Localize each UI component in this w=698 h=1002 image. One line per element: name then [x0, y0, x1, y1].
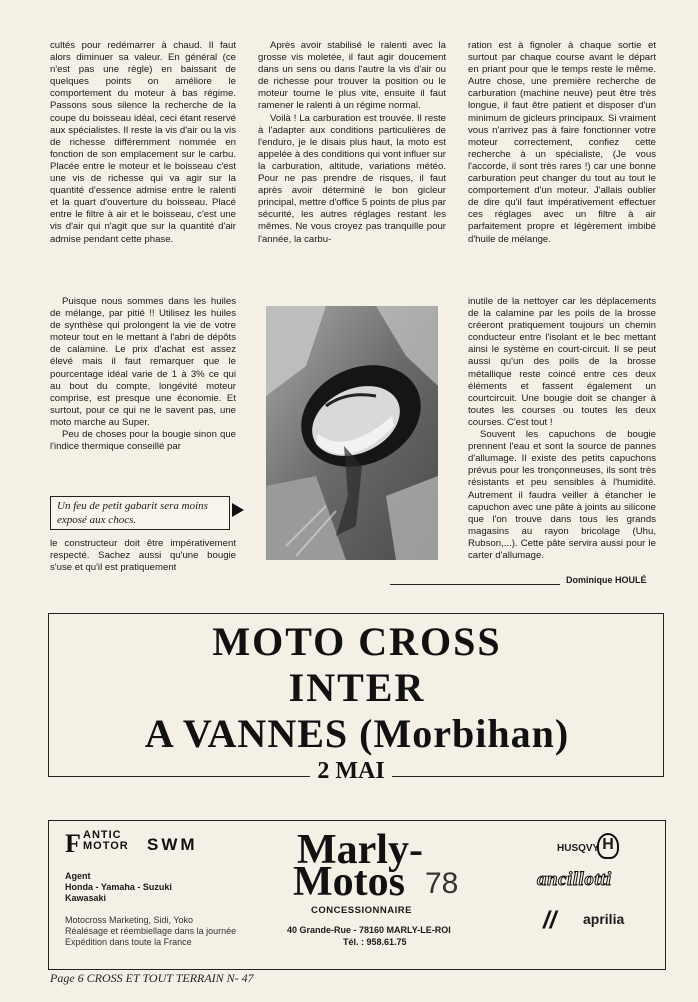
- article-paragraph: ration est à fignoler à chaque sortie et surtout par chaque course avant le départ en priant pour que le temps reste le même. Autre chose, une première recherche de carburation (machine neuve) peut être très longue, il faut être patient et disposer d'un minimum de gicleurs principaux. Si vraiment vous n'arrivez pas à faire fonctionner votre moteur correctement, confiez cette recherche à un spécialiste, (Je vous l'accorde, il sont très rares !) car une bonne carburation peut changer du tout au tout le comportement d'un moteur. J'allais oublier de dire qu'il faut impérativement effectuer ces réglages avec un filtre à air parfaitement propre et légèrement imbibé d'huile de mélange.: [468, 40, 656, 245]
- event-ad-box: [48, 613, 664, 776]
- dealer-address: 40 Grande-Rue - 78160 MARLY-LE-ROI: [287, 925, 451, 935]
- article-paragraph: Voilà ! La carburation est trouvée. Il reste à l'adapter aux conditions particulières de l'enduro, je le disais plus haut, la moto est appelée à des conditions qui vont influer sur la carburation, altitude, variations météo. Pour ne pas prendre de risques, il faut après avoir déterminé le bon gicleur principal, mettre d'office 5 points de plus par sécurité, les autres réglages restant les mêmes. Ne vous croyez pas tranquille pour l'année, la carbu-: [258, 112, 446, 245]
- ad-date: 2 MAI: [317, 758, 385, 784]
- article-mid-column-1: [50, 296, 236, 453]
- agent-title: Agent: [65, 871, 91, 881]
- article-paragraph: cultés pour redémarrer à chaud. Il faut alors diminuer sa valeur. En général (ce n'est pas une règle) en baissant de quelques points on améliore le comportement du moteur à bas régime. Passons sous silence la recherche de la coupe du boisseau idéal, ceci étant reservé aux spécialistes. Il reste la vis d'air ou la vis de richesse différemment nommée en fonction de son emplacement sur le carbu. Placée entre le moteur et le boisseau c'est une vis de richesse qui va agir sur la quantité d'essence admise entre le ralenti et la quart d'ouverture du boisseau. Placé entre le filtre à air et le boisseau, c'est une vis d'air qui n'agit que sur la quantité d'air admise pendant cette phase.: [50, 40, 236, 245]
- agent-brands: Kawasaki: [65, 893, 107, 903]
- ad-title-line-2: INTER: [288, 665, 426, 710]
- headlight-photo: [266, 306, 438, 560]
- article-paragraph: Peu de choses pour la bougie sinon que l'indice thermique conseillé par: [50, 429, 236, 453]
- headlight-image: [266, 306, 438, 560]
- agent-service-line: Expédition dans toute la France: [65, 937, 192, 947]
- article-paragraph: Souvent les capuchons de bougie prennent l'eau et sont la source de pannes d'allumage. Il existe des petits capuchons prévus pour les tronçonneuses, ils sont très résistants et peu sensibles à l'humidité. Autrement il faudra veiller à étancher le capuchon avec une pâte à joints au silicone que l'on trouve dans tous les grands magasins au rayon bricolage (Uhu, Rubson,...). Cette pâte servira aussi pour le carter d'allumage.: [468, 429, 656, 561]
- article-mid-column-3: [468, 296, 656, 562]
- agent-service-line: Motocross Marketing, Sidi, Yoko: [65, 915, 194, 925]
- page-footer: Page 6 CROSS ET TOUT TERRAIN N- 47: [50, 971, 254, 985]
- agent-services: [65, 915, 236, 948]
- ancillotti-logo: ancillotti: [537, 869, 612, 890]
- marly-word: Marly-: [297, 827, 423, 873]
- fantic-word: ANTIC: [83, 829, 122, 841]
- ad-title-line-3: A VANNES (Morbihan): [144, 711, 570, 756]
- agent-brands: Honda - Yamaha - Suzuki: [65, 882, 172, 892]
- fantic-initial: F: [65, 829, 81, 858]
- agent-block: [65, 871, 172, 904]
- article-paragraph: le constructeur doit être impérativement respecté. Sachez aussi qu'une bougie s'use et qu'il est pratiquement: [50, 538, 236, 574]
- husqvarna-logo: HUSQVY: [557, 843, 600, 854]
- author-rule: [390, 584, 560, 585]
- aprilia-logo: aprilia: [583, 911, 625, 927]
- article-column-1: [50, 40, 236, 246]
- motor-word: MOTOR: [83, 840, 129, 852]
- aprilia-icon: //: [543, 907, 557, 934]
- agent-service-line: Réalésage et réembiellage dans la journée: [65, 926, 237, 936]
- author-name: Dominique HOULÉ: [566, 575, 647, 585]
- motos-word: Motos: [293, 859, 405, 905]
- article-mid-column-1-continued: [50, 538, 236, 574]
- concessionnaire-label: CONCESSIONNAIRE: [311, 905, 412, 916]
- article-paragraph: Après avoir stabilisé le ralenti avec la grosse vis moletée, il faut agir doucement dans un sens ou dans l'autre la vis d'air ou de richesse pour trouver la position ou le moteur tourne le plus vite, ensuite il faut ramener le ralenti à un régime normal.: [258, 40, 446, 112]
- photo-caption: Un feu de petit gabarit sera moins exposé aux chocs.: [50, 496, 230, 530]
- ad-rule-right: [392, 776, 664, 777]
- ad-rule-left: [48, 776, 310, 777]
- swm-logo: SWM: [147, 835, 198, 854]
- ad-title-line-1: MOTO CROSS: [212, 619, 502, 664]
- article-column-3: [468, 40, 656, 246]
- marly-number: 78: [425, 867, 459, 900]
- dealer-phone: Tél. : 958.61.75: [343, 937, 407, 947]
- article-column-2: [258, 40, 446, 246]
- article-paragraph: Puisque nous sommes dans les huiles de mélange, par pitié !! Utilisez les huiles de synthèse qui prolongent la vie de votre moteur tout en le mettant à l'abri de dépôts de calamine. Le prix d'achat est assez élevé mais il faut remarquer que le pourcentage idéal varie de 1 à 3% ce qui au bout du compte, longévité moteur comprise, est presque une économie. Et surtout, pour ce qui ne le savent pas, une moto marche au Super.: [50, 296, 236, 428]
- sponsor-box: [48, 820, 666, 970]
- caption-arrow-icon: [232, 503, 244, 517]
- article-paragraph: inutile de la nettoyer car les déplacements de la calamine par les poils de la brosse créeront pratiquement toujours un chemin conducteur entre l'isolant et le bec mettant ainsi le système en court-circuit. Il se peut aussi qu'un des poils de la brosse métallique reste coincé entre ces deux éléments et fassent également un courtcircuit. Une bougie doit se changer à toutes les courses ou toutes les deux courses. C'est tout !: [468, 296, 656, 428]
- husqvarna-crown-icon: H: [597, 833, 619, 859]
